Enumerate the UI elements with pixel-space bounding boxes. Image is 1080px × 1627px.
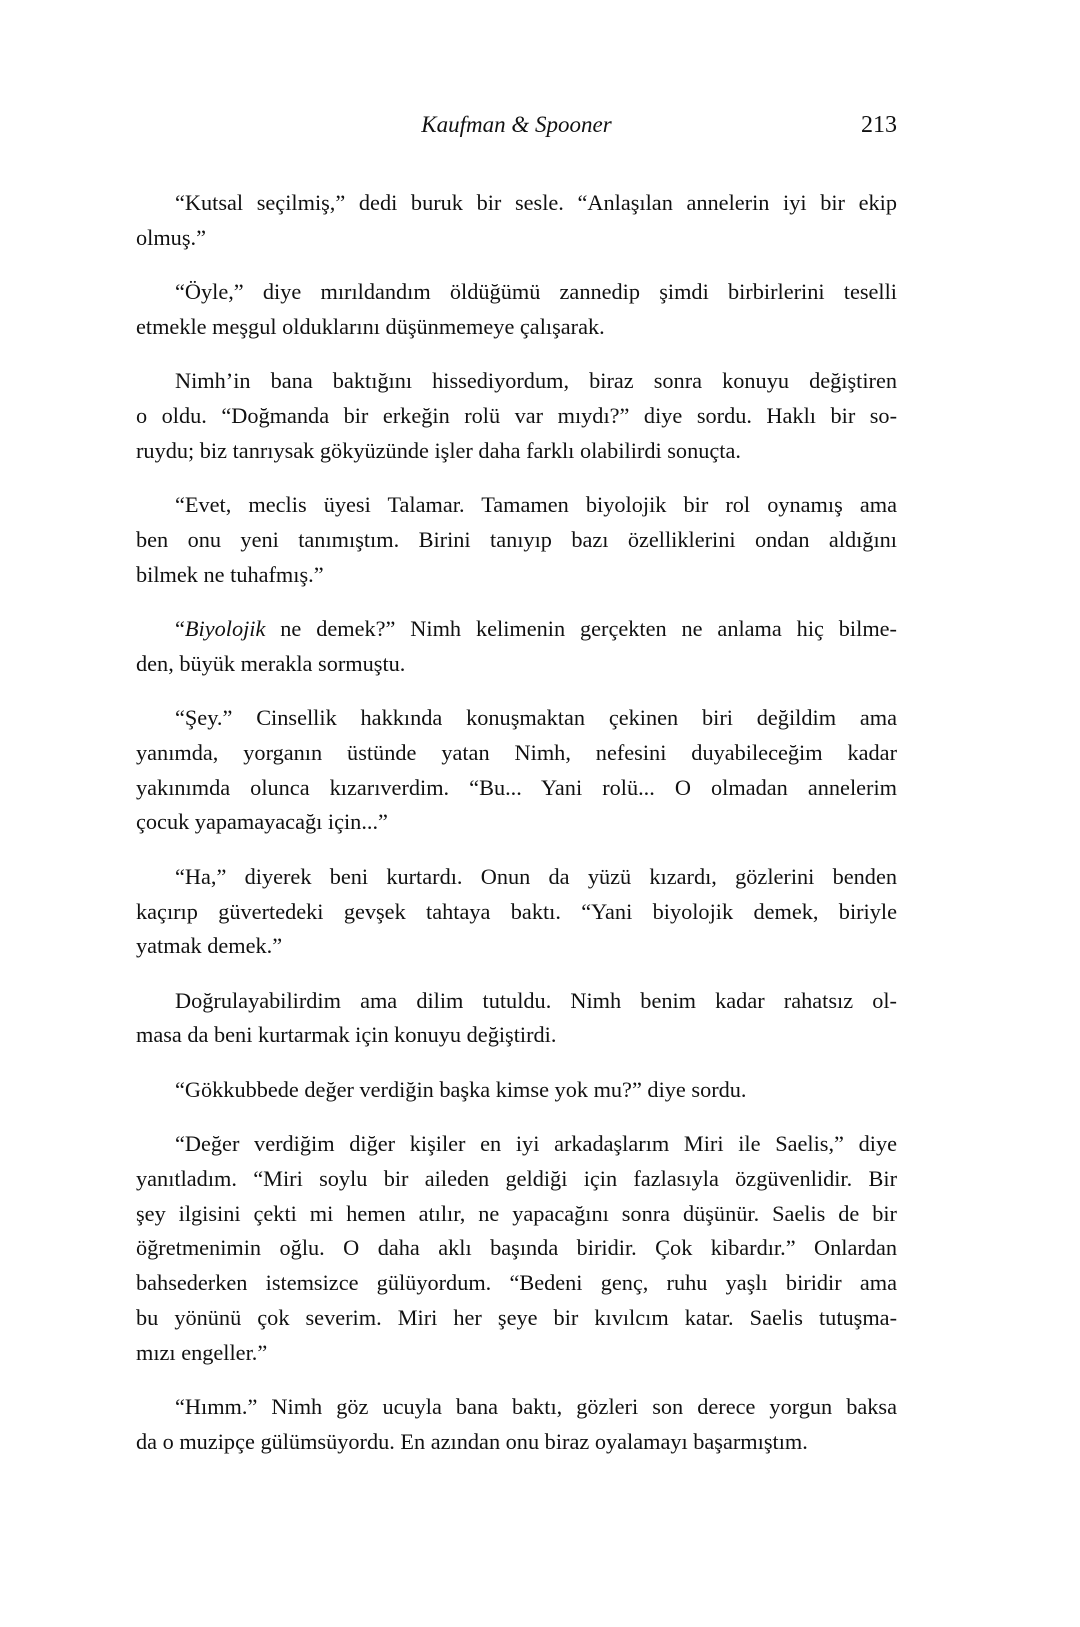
text-line	[136, 612, 897, 647]
text-line: “Evet, meclis üyesi Talamar. Tamamen biyolojik bir rol oynamış ama	[175, 492, 897, 518]
text-line: mızı engeller.”	[136, 1339, 268, 1365]
text-line: “Öyle,” diye mırıldandım öldüğümü zannedip şimdi birbirlerini teselli	[175, 279, 897, 305]
text-line: yatmak demek.”	[136, 933, 283, 959]
body-text	[136, 186, 897, 1479]
text-line: bu yönünü çok severim. Miri her şeye bir kıvılcım katar. Saelis tutuşma-	[136, 1305, 897, 1331]
text-line: masa da beni kurtarmak için konuyu değiştirdi.	[136, 1022, 557, 1048]
paragraph	[136, 186, 897, 256]
paragraph	[136, 364, 897, 468]
text-line: “Kutsal seçilmiş,” dedi buruk bir sesle. “Anlaşılan annelerin iyi bir ekip	[175, 190, 897, 215]
text-line: “Hımm.” Nimh göz ucuyla bana baktı, gözleri son derece yorgun baksa	[175, 1394, 897, 1420]
line-rest: ne demek?” Nimh kelimenin gerçekten ne anlama hiç bilme-	[265, 615, 897, 641]
text-line: da o muzipçe gülümsüyordu. En azından onu biraz oyalamayı başarmıştım.	[136, 1428, 808, 1454]
text-line: yakınımda olunca kızarıverdim. “Bu... Yani rolü... O olmadan annelerim	[136, 774, 897, 800]
text-line: “Değer verdiğim diğer kişiler en iyi arkadaşlarım Miri ile Saelis,” diye	[175, 1131, 897, 1157]
text-line: ruydu; biz tanrıysak gökyüzünde işler daha farklı olabilirdi sonuçta.	[136, 437, 741, 463]
paragraph	[136, 1127, 897, 1371]
paragraph	[136, 488, 897, 592]
paragraph	[136, 275, 897, 345]
text-line: öğretmenimin oğlu. O daha aklı başında biridir. Çok kibardır.” Onlardan	[136, 1235, 897, 1261]
text-line: “Şey.” Cinsellik hakkında konuşmaktan çekinen biri değildim ama	[175, 705, 897, 731]
text-line: çocuk yapamayacağı için...”	[136, 809, 388, 835]
text-line: yanımda, yorganın üstünde yatan Nimh, nefesini duyabileceğim kadar	[136, 739, 897, 765]
text-line: kaçırıp güvertedeki gevşek tahtaya baktı. “Yani biyolojik demek, biriyle	[136, 898, 897, 924]
text-line: Doğrulayabilirdim ama dilim tutuldu. Nimh benim kadar rahatsız ol-	[175, 987, 897, 1013]
text-line: “Ha,” diyerek beni kurtardı. Onun da yüzü kızardı, gözlerini benden	[175, 863, 897, 889]
running-title: Kaufman & Spooner	[421, 112, 612, 137]
page-number: 213	[861, 112, 897, 138]
quote-open: “	[175, 615, 185, 641]
text-line: bahsederken istemsizce gülüyordum. “Bedeni genç, ruhu yaşlı biridir ama	[136, 1270, 897, 1296]
page-header	[136, 112, 897, 146]
text-line: olmuş.”	[136, 224, 206, 250]
text-line: etmekle meşgul olduklarını düşünmemeye çalışarak.	[136, 313, 605, 339]
italic-word: Biyolojik	[184, 615, 266, 641]
text-line: bilmek ne tuhafmış.”	[136, 561, 324, 587]
text-line: den, büyük merakla sormuştu.	[136, 650, 406, 676]
paragraph	[136, 860, 897, 964]
text-line: Nimh’in bana baktığını hissediyordum, biraz sonra konuyu değiştiren	[175, 368, 897, 394]
paragraph	[136, 1390, 897, 1460]
text-line: şey ilgisini çekti mi hemen atılır, ne yapacağını sonra düşünür. Saelis de bir	[136, 1200, 897, 1226]
text-line: o oldu. “Doğmanda bir erkeğin rolü var mıydı?” diye sordu. Haklı bir so-	[136, 402, 897, 428]
paragraph	[136, 984, 897, 1054]
paragraph	[136, 701, 897, 840]
paragraph	[136, 612, 897, 682]
text-line: “Gökkubbede değer verdiğin başka kimse yok mu?” diye sordu.	[175, 1076, 747, 1102]
text-line: yanıtladım. “Miri soylu bir aileden geldiği için fazlasıyla özgüvenlidir. Bir	[136, 1165, 897, 1191]
text-line: ben onu yeni tanımıştım. Birini tanıyıp bazı özelliklerini ondan aldığını	[136, 526, 897, 552]
paragraph	[136, 1073, 897, 1108]
